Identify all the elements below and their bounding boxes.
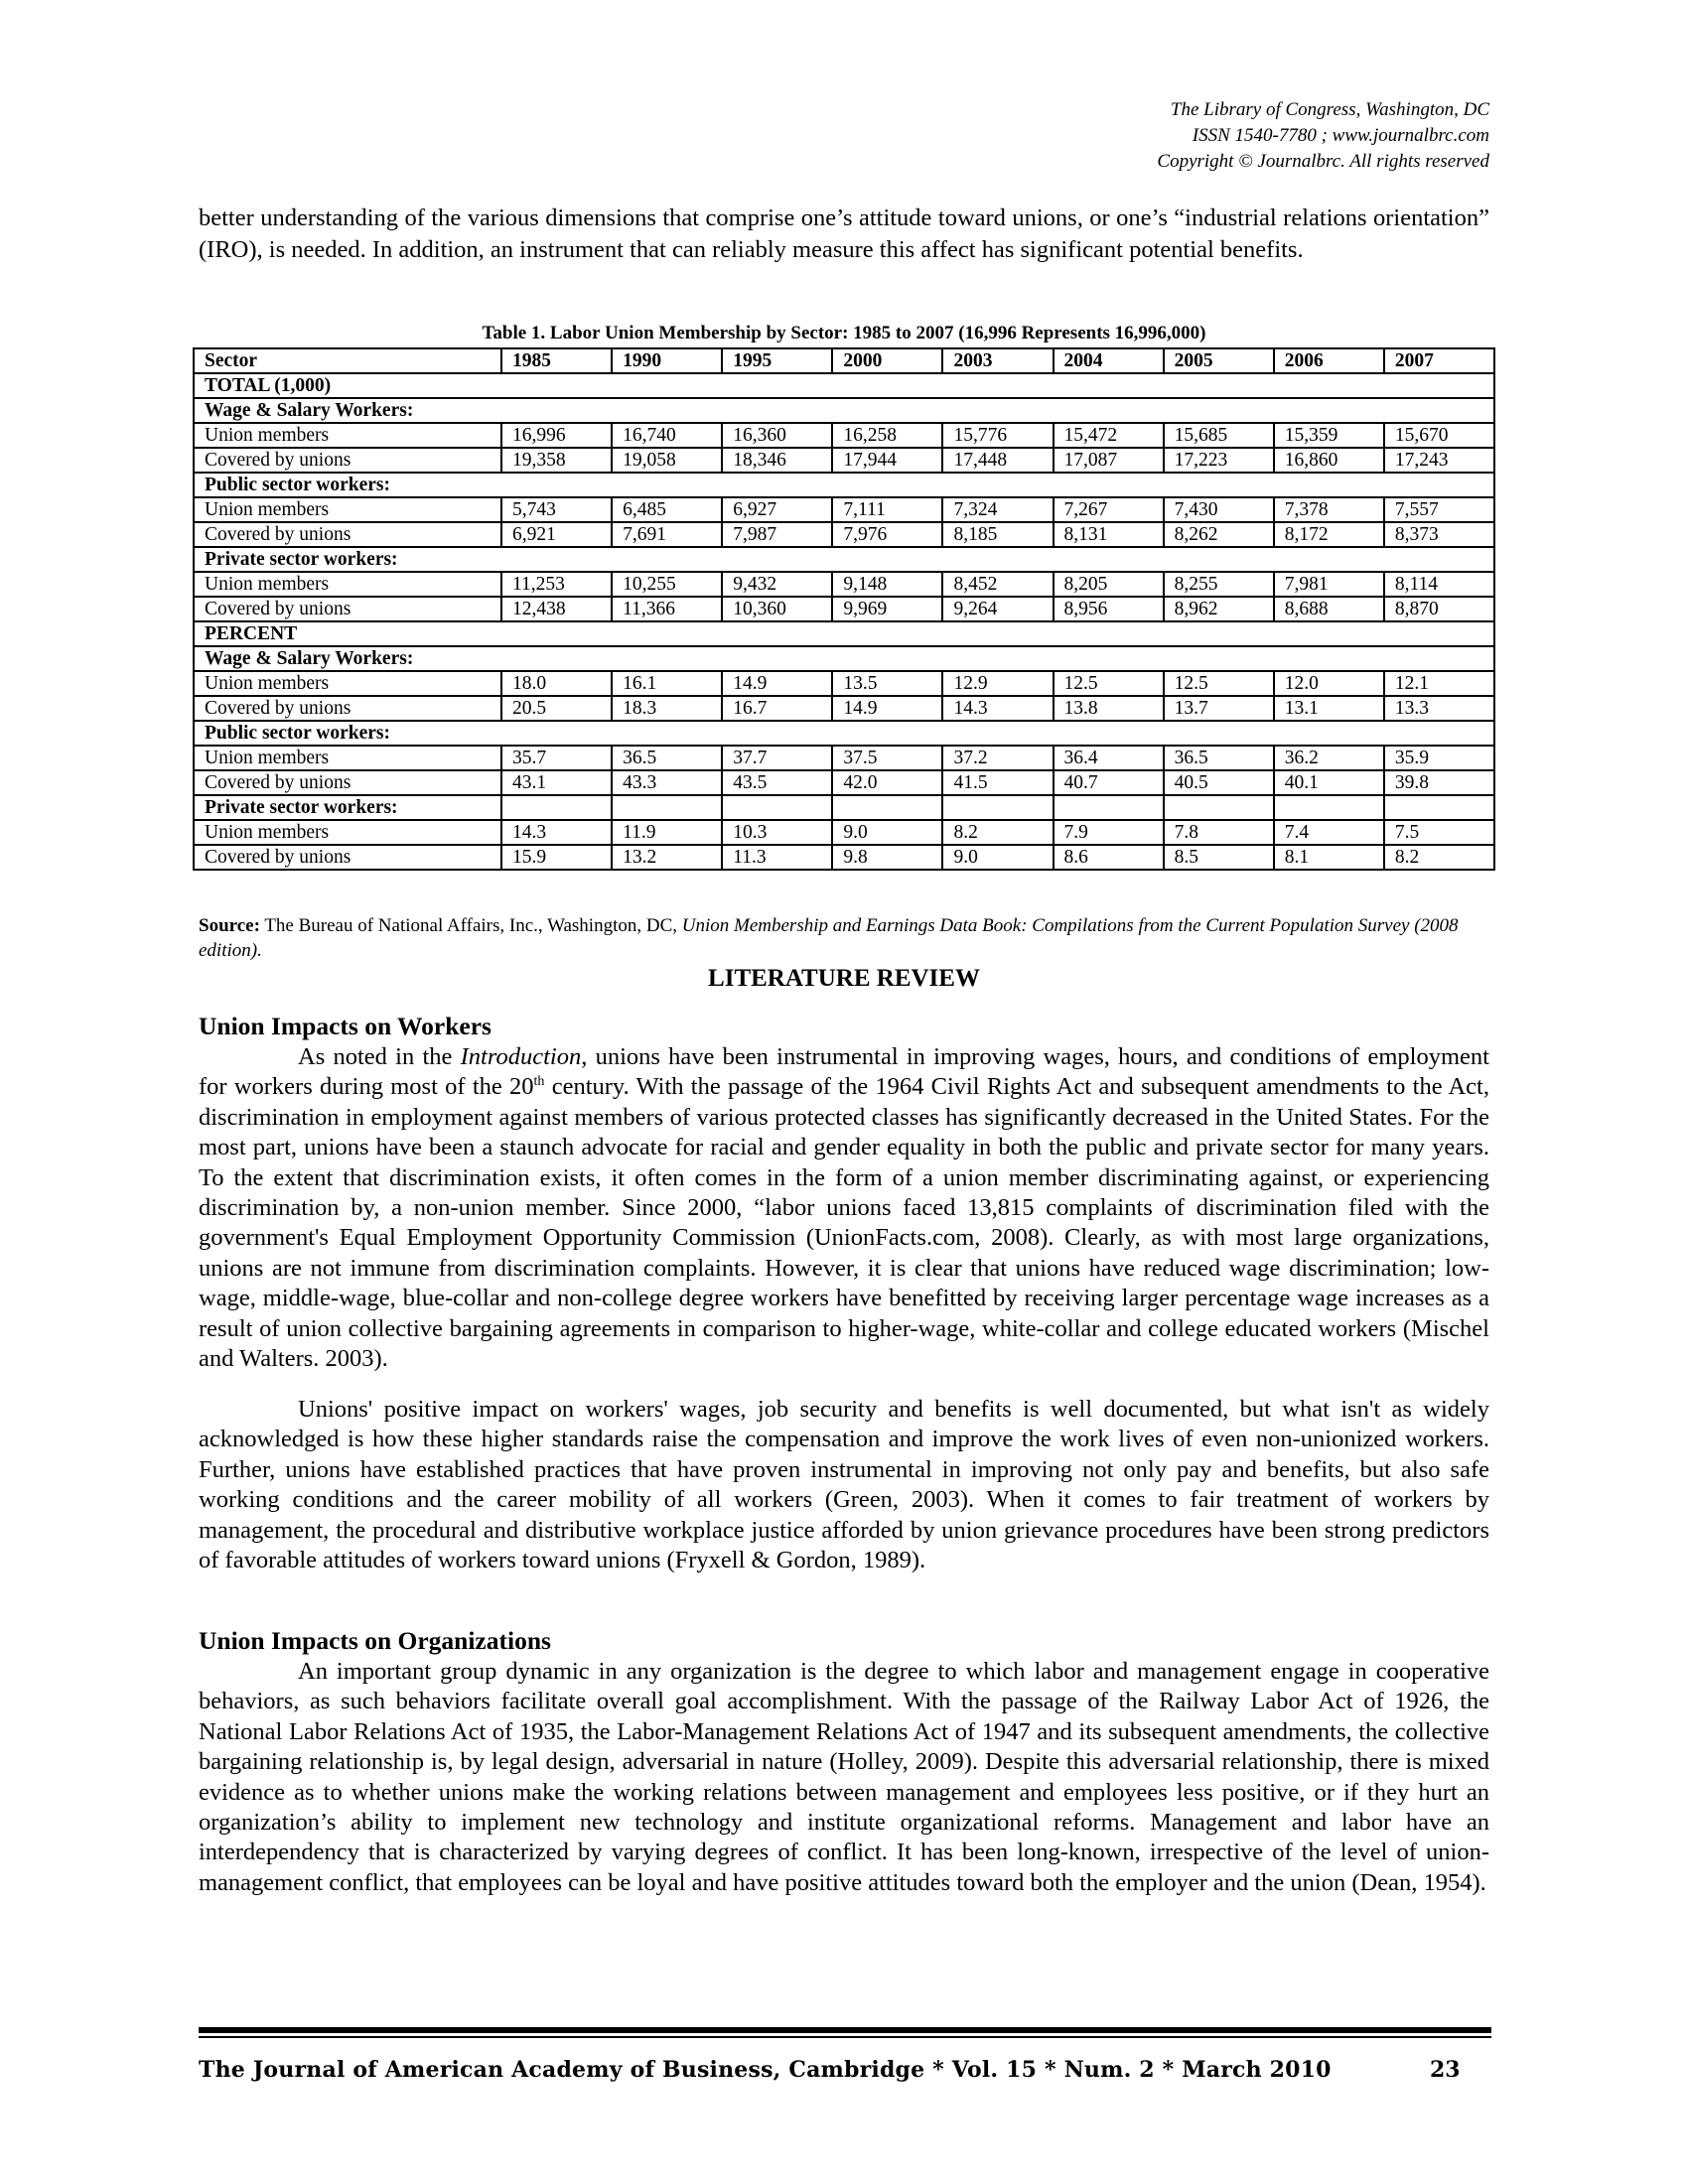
group-row-private-pct bbox=[194, 795, 1494, 820]
table-cell: 15,359 bbox=[1274, 423, 1384, 448]
header-line-3: Copyright © Journalbrc. All rights reserved bbox=[1157, 151, 1489, 172]
footer-journal: The Journal of American Academy of Business, Cambridge * Vol. 15 * Num. 2 * March 2010 bbox=[199, 2057, 1332, 2083]
table-cell: 8.2 bbox=[942, 820, 1053, 845]
table-cell: 5,743 bbox=[501, 497, 612, 522]
table-cell: 37.5 bbox=[832, 746, 942, 770]
table-cell: 6,485 bbox=[612, 497, 722, 522]
table-cell: 19,358 bbox=[501, 448, 612, 473]
table-cell: 14.9 bbox=[832, 696, 942, 721]
header-meta bbox=[1157, 97, 1489, 175]
header-cell: 2006 bbox=[1274, 348, 1384, 373]
group-row-public-pct bbox=[194, 721, 1494, 746]
table-cell: 7,111 bbox=[832, 497, 942, 522]
header-line-2: ISSN 1540-7780 ; www.journalbrc.com bbox=[1192, 125, 1489, 146]
table-cell: 39.8 bbox=[1384, 770, 1494, 795]
row-label: Union members bbox=[194, 671, 501, 696]
table-row bbox=[194, 820, 1494, 845]
table-cell: 9.0 bbox=[832, 820, 942, 845]
table-cell: 13.5 bbox=[832, 671, 942, 696]
table-cell: 7,981 bbox=[1274, 572, 1384, 597]
row-label: Union members bbox=[194, 423, 501, 448]
group-row-wage bbox=[194, 398, 1494, 423]
row-label: Covered by unions bbox=[194, 597, 501, 621]
table-cell: 13.8 bbox=[1054, 696, 1164, 721]
empty-cell bbox=[612, 795, 722, 820]
table-cell: 20.5 bbox=[501, 696, 612, 721]
table-row bbox=[194, 845, 1494, 870]
table-cell: 7.8 bbox=[1164, 820, 1274, 845]
table-cell: 16,740 bbox=[612, 423, 722, 448]
table-cell: 7,976 bbox=[832, 522, 942, 547]
table-cell: 9,264 bbox=[942, 597, 1053, 621]
table-cell: 17,087 bbox=[1054, 448, 1164, 473]
group-label: Private sector workers: bbox=[194, 547, 1494, 572]
table-cell: 9.8 bbox=[832, 845, 942, 870]
table-cell: 11.9 bbox=[612, 820, 722, 845]
section1-paragraph-2: Unions' positive impact on workers' wages, job security and benefits is well documented, but what isn't as widely acknowledged is how these higher standards raise the compensation and improve the work lives of even non-unionized workers. Further, unions have established practices that have proven instrumental in improving not only pay and benefits, but also safe working conditions and the career mobility of all workers (Green, 2003). When it comes to fair treatment of workers by management, the procedural and distributive workplace justice afforded by union grievance procedures have been strong predictors of favorable attitudes of workers toward unions (Fryxell & Gordon, 1989). bbox=[199, 1396, 1489, 1574]
para-superscript: th bbox=[533, 1074, 545, 1090]
table-row bbox=[194, 770, 1494, 795]
table-cell: 10.3 bbox=[722, 820, 832, 845]
table-cell: 7,267 bbox=[1054, 497, 1164, 522]
footer-rule bbox=[199, 2027, 1491, 2033]
table-source bbox=[199, 913, 1489, 963]
header-cell: 2007 bbox=[1384, 348, 1494, 373]
section2-paragraph-1: An important group dynamic in any organization is the degree to which labor and management engage in cooperative behaviors, as such behaviors facilitate overall goal accomplishment. With the passage of the Railway Labor Act of 1926, the National Labor Relations Act of 1935, the Labor-Management Relations Act of 1947 and its subsequent amendments, the collective bargaining relationship is, by legal design, adversarial in nature (Holley, 2009). Despite this adversarial relationship, there is mixed evidence as to whether unions make the working relations between management and employees less positive, or if they hurt an organization’s ability to implement new technology and institute organizational reforms. Management and labor have an interdependency that is characterized by varying degrees of conflict. It has been long-known, irrespective of the level of union-management conflict, that employees can be loyal and have positive attitudes toward both the employer and the union (Dean, 1954). bbox=[199, 1658, 1489, 1896]
table-cell: 16,258 bbox=[832, 423, 942, 448]
group-row-public bbox=[194, 473, 1494, 497]
header-cell: 2003 bbox=[942, 348, 1053, 373]
section-label: PERCENT bbox=[194, 621, 1494, 646]
table-cell: 7,430 bbox=[1164, 497, 1274, 522]
page-number: 23 bbox=[1430, 2057, 1461, 2083]
table-caption: Table 1. Labor Union Membership by Sector: 1985 to 2007 (16,996 Represents 16,996,000) bbox=[482, 323, 1206, 343]
table-cell: 8.6 bbox=[1054, 845, 1164, 870]
table-cell: 8,452 bbox=[942, 572, 1053, 597]
group-label: Private sector workers: bbox=[194, 795, 501, 820]
table-cell: 8,255 bbox=[1164, 572, 1274, 597]
table-cell: 8.5 bbox=[1164, 845, 1274, 870]
table-cell: 8,205 bbox=[1054, 572, 1164, 597]
table-cell: 9,148 bbox=[832, 572, 942, 597]
section-row-percent bbox=[194, 621, 1494, 646]
table-row bbox=[194, 597, 1494, 621]
table-cell: 40.5 bbox=[1164, 770, 1274, 795]
section1-paragraph-1 bbox=[199, 1042, 1489, 1374]
table-row bbox=[194, 497, 1494, 522]
table-cell: 9.0 bbox=[942, 845, 1053, 870]
table-cell: 12.5 bbox=[1164, 671, 1274, 696]
table-cell: 41.5 bbox=[942, 770, 1053, 795]
table-cell: 7.4 bbox=[1274, 820, 1384, 845]
row-label: Covered by unions bbox=[194, 522, 501, 547]
table-cell: 16.7 bbox=[722, 696, 832, 721]
row-label: Union members bbox=[194, 572, 501, 597]
table-cell: 15,685 bbox=[1164, 423, 1274, 448]
group-row-private bbox=[194, 547, 1494, 572]
table-cell: 16.1 bbox=[612, 671, 722, 696]
table-cell: 37.7 bbox=[722, 746, 832, 770]
table-cell: 15,472 bbox=[1054, 423, 1164, 448]
table-row bbox=[194, 423, 1494, 448]
table-cell: 17,223 bbox=[1164, 448, 1274, 473]
header-cell: Sector bbox=[194, 348, 501, 373]
table-cell: 8,185 bbox=[942, 522, 1053, 547]
table-cell: 10,360 bbox=[722, 597, 832, 621]
table-row bbox=[194, 671, 1494, 696]
para-italic: Introduction bbox=[460, 1043, 582, 1070]
table-cell: 40.7 bbox=[1054, 770, 1164, 795]
empty-cell bbox=[1054, 795, 1164, 820]
table-cell: 13.1 bbox=[1274, 696, 1384, 721]
table-cell: 11.3 bbox=[722, 845, 832, 870]
table-header-row bbox=[194, 348, 1494, 373]
table-cell: 42.0 bbox=[832, 770, 942, 795]
table-cell: 16,860 bbox=[1274, 448, 1384, 473]
row-label: Union members bbox=[194, 820, 501, 845]
membership-table bbox=[193, 347, 1495, 871]
empty-cell bbox=[501, 795, 612, 820]
table-cell: 9,432 bbox=[722, 572, 832, 597]
table-cell: 35.9 bbox=[1384, 746, 1494, 770]
table-cell: 8,956 bbox=[1054, 597, 1164, 621]
table-cell: 14.3 bbox=[501, 820, 612, 845]
table-cell: 16,996 bbox=[501, 423, 612, 448]
table-cell: 37.2 bbox=[942, 746, 1053, 770]
table-cell: 14.3 bbox=[942, 696, 1053, 721]
table-cell: 14.9 bbox=[722, 671, 832, 696]
table-cell: 8,870 bbox=[1384, 597, 1494, 621]
table-cell: 12.5 bbox=[1054, 671, 1164, 696]
table-cell: 13.3 bbox=[1384, 696, 1494, 721]
row-label: Union members bbox=[194, 746, 501, 770]
table-cell: 18.0 bbox=[501, 671, 612, 696]
header-line-1: The Library of Congress, Washington, DC bbox=[1170, 99, 1489, 120]
table-row bbox=[194, 572, 1494, 597]
para-text: , unions have been instrumental in improving wages, hours, and conditions of employment for workers during most of the 20 bbox=[199, 1043, 1489, 1101]
row-label: Covered by unions bbox=[194, 696, 501, 721]
empty-cell bbox=[832, 795, 942, 820]
table-cell: 35.7 bbox=[501, 746, 612, 770]
table-cell: 8,131 bbox=[1054, 522, 1164, 547]
empty-cell bbox=[1274, 795, 1384, 820]
table-cell: 36.5 bbox=[612, 746, 722, 770]
section-row-total bbox=[194, 373, 1494, 398]
table-cell: 36.2 bbox=[1274, 746, 1384, 770]
table-cell: 19,058 bbox=[612, 448, 722, 473]
table-cell: 18.3 bbox=[612, 696, 722, 721]
empty-cell bbox=[1384, 795, 1494, 820]
table-row bbox=[194, 448, 1494, 473]
header-cell: 1990 bbox=[612, 348, 722, 373]
table-row bbox=[194, 696, 1494, 721]
header-cell: 2005 bbox=[1164, 348, 1274, 373]
table-cell: 43.3 bbox=[612, 770, 722, 795]
row-label: Covered by unions bbox=[194, 845, 501, 870]
table-cell: 18,346 bbox=[722, 448, 832, 473]
table-container bbox=[193, 347, 1495, 871]
table-cell: 7,378 bbox=[1274, 497, 1384, 522]
empty-cell bbox=[942, 795, 1053, 820]
table-row bbox=[194, 746, 1494, 770]
table-cell: 13.2 bbox=[612, 845, 722, 870]
table-cell: 8.2 bbox=[1384, 845, 1494, 870]
literature-review-heading: LITERATURE REVIEW bbox=[708, 965, 980, 992]
table-cell: 7,557 bbox=[1384, 497, 1494, 522]
table-cell: 6,921 bbox=[501, 522, 612, 547]
empty-cell bbox=[1164, 795, 1274, 820]
intro-paragraph: better understanding of the various dimensions that comprise one’s attitude toward unions, or one’s “industrial relations orientation” (IRO), is needed. In addition, an instrument that can reliably measure this affect has significant potential benefits. bbox=[199, 205, 1489, 263]
table-cell: 17,944 bbox=[832, 448, 942, 473]
table-cell: 8,114 bbox=[1384, 572, 1494, 597]
table-cell: 8.1 bbox=[1274, 845, 1384, 870]
source-label: Source: bbox=[199, 915, 260, 936]
table-cell: 10,255 bbox=[612, 572, 722, 597]
footer-rule-thin bbox=[199, 2036, 1491, 2038]
row-label: Covered by unions bbox=[194, 770, 501, 795]
section2-heading: Union Impacts on Organizations bbox=[199, 1626, 551, 1655]
table-cell: 8,688 bbox=[1274, 597, 1384, 621]
table-cell: 36.5 bbox=[1164, 746, 1274, 770]
table-cell: 8,373 bbox=[1384, 522, 1494, 547]
table-cell: 8,172 bbox=[1274, 522, 1384, 547]
table-cell: 6,927 bbox=[722, 497, 832, 522]
table-cell: 12.1 bbox=[1384, 671, 1494, 696]
header-cell: 1995 bbox=[722, 348, 832, 373]
table-row bbox=[194, 522, 1494, 547]
table-cell: 12.0 bbox=[1274, 671, 1384, 696]
section1-heading: Union Impacts on Workers bbox=[199, 1012, 492, 1040]
header-cell: 2000 bbox=[832, 348, 942, 373]
table-cell: 7,987 bbox=[722, 522, 832, 547]
table-cell: 9,969 bbox=[832, 597, 942, 621]
table-cell: 11,253 bbox=[501, 572, 612, 597]
group-label: Public sector workers: bbox=[194, 473, 1494, 497]
group-label: Public sector workers: bbox=[194, 721, 1494, 746]
header-cell: 1985 bbox=[501, 348, 612, 373]
table-cell: 8,262 bbox=[1164, 522, 1274, 547]
table-cell: 7.5 bbox=[1384, 820, 1494, 845]
table-cell: 36.4 bbox=[1054, 746, 1164, 770]
table-cell: 15,776 bbox=[942, 423, 1053, 448]
group-label: Wage & Salary Workers: bbox=[194, 646, 1494, 671]
table-cell: 43.5 bbox=[722, 770, 832, 795]
header-cell: 2004 bbox=[1054, 348, 1164, 373]
source-title: Union Membership and Earnings Data Book: Compilations from the Current Population Survey (2008 edition). bbox=[199, 915, 1459, 961]
table-cell: 7,691 bbox=[612, 522, 722, 547]
table-cell: 40.1 bbox=[1274, 770, 1384, 795]
table-cell: 12,438 bbox=[501, 597, 612, 621]
table-cell: 11,366 bbox=[612, 597, 722, 621]
table-cell: 17,243 bbox=[1384, 448, 1494, 473]
para-text: century. With the passage of the 1964 Civil Rights Act and subsequent amendments to the Act, discrimination in employment against members of various protected classes has significantly decreased in the United States. For the most part, unions have been a staunch advocate for racial and gender equality in both the public and private sector for many years. To the extent that discrimination exists, it often comes in the form of a union member discriminating against, or experiencing discrimination by, a non-union member. Since 2000, “labor unions faced 13,815 complaints of discrimination filed with the government's Equal Employment Opportunity Commission (UnionFacts.com, 2008). Clearly, as with most large organizations, unions are not immune from discrimination complaints. However, it is clear that unions have reduced wage discrimination; low-wage, middle-wage, blue-collar and non-college degree workers have benefitted by receiving larger percentage wage increases as a result of union collective bargaining agreements in comparison to higher-wage, white-collar and college educated workers (Mischel and Walters. 2003). bbox=[199, 1073, 1489, 1373]
empty-cell bbox=[722, 795, 832, 820]
table-cell: 15.9 bbox=[501, 845, 612, 870]
row-label: Covered by unions bbox=[194, 448, 501, 473]
para-text: As noted in the bbox=[298, 1043, 461, 1070]
table-cell: 43.1 bbox=[501, 770, 612, 795]
table-cell: 16,360 bbox=[722, 423, 832, 448]
source-text: The Bureau of National Affairs, Inc., Washington, DC, bbox=[259, 915, 682, 936]
table-cell: 7.9 bbox=[1054, 820, 1164, 845]
table-cell: 12.9 bbox=[942, 671, 1053, 696]
group-row-wage-pct bbox=[194, 646, 1494, 671]
table-cell: 17,448 bbox=[942, 448, 1053, 473]
table-cell: 15,670 bbox=[1384, 423, 1494, 448]
row-label: Union members bbox=[194, 497, 501, 522]
table-cell: 13.7 bbox=[1164, 696, 1274, 721]
table-cell: 8,962 bbox=[1164, 597, 1274, 621]
section-label: TOTAL (1,000) bbox=[194, 373, 1494, 398]
table-cell: 7,324 bbox=[942, 497, 1053, 522]
group-label: Wage & Salary Workers: bbox=[194, 398, 1494, 423]
